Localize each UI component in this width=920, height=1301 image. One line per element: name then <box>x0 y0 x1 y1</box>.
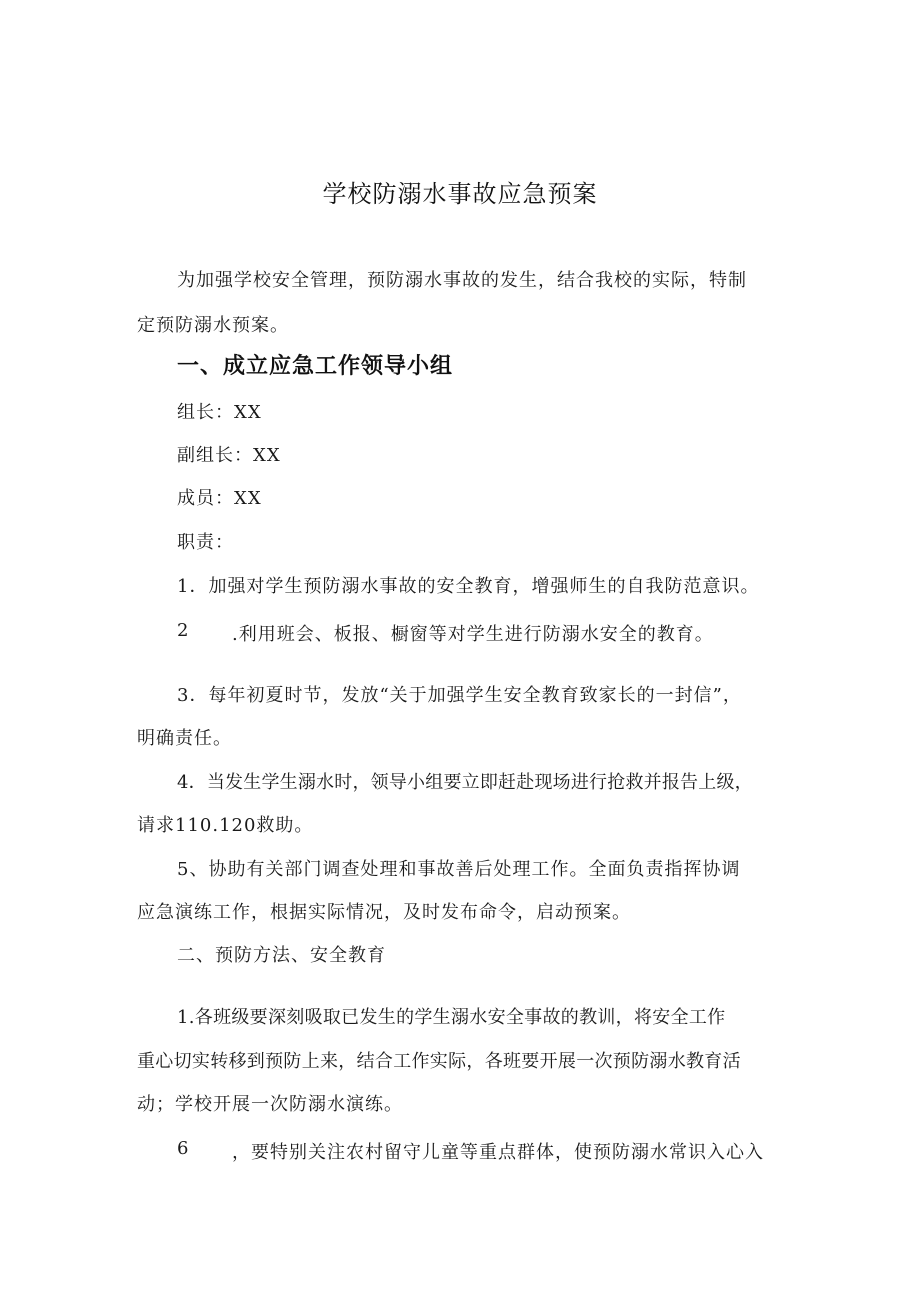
duty-2-text: .利用班会、板报、橱窗等对学生进行防溺水安全的教育。 <box>232 624 714 645</box>
duty-5-line-1: 5、协助有关部门调查处理和事故善后处理工作。全面负责指挥协调 <box>177 859 741 880</box>
duty-4-line-1: 4．当发生学生溺水时，领导小组要立即赶赴现场进行抢救并报告上级， <box>177 772 753 793</box>
duties-label: 职责： <box>177 532 234 553</box>
intro-line-2: 定预防溺水预案。 <box>137 315 289 336</box>
duty-1: 1．加强对学生预防溺水事故的安全教育，增强师生的自我防范意识。 <box>177 576 760 597</box>
prevention-6-number: 6 <box>177 1138 189 1159</box>
duty-2-number: 2 <box>177 620 189 641</box>
deputy-line: 副组长：XX <box>177 445 281 466</box>
prevention-1-line-2: 重心切实转移到预防上来，结合工作实际，各班要开展一次预防溺水教育活 <box>137 1051 741 1072</box>
duty-4-line-2: 请求110.120救助。 <box>137 815 314 836</box>
prevention-1-line-1: 1.各班级要深刻吸取已发生的学生溺水安全事故的教训，将安全工作 <box>177 1007 726 1028</box>
section2-heading: 二、预防方法、安全教育 <box>177 945 386 966</box>
duty-5-line-2: 应急演练工作，根据实际情况，及时发布命令，启动预案。 <box>137 902 631 923</box>
intro-line-1: 为加强学校安全管理，预防溺水事故的发生，结合我校的实际，特制 <box>177 270 747 291</box>
document-title: 学校防溺水事故应急预案 <box>322 180 598 208</box>
duty-3-line-1: 3．每年初夏时节，发放“关于加强学生安全教育致家长的一封信”， <box>177 685 742 706</box>
duty-3-line-2: 明确责任。 <box>137 728 232 749</box>
members-line: 成员：XX <box>177 488 262 509</box>
leader-line: 组长：XX <box>177 402 262 423</box>
prevention-6-text: ，要特别关注农村留守儿童等重点群体，使预防溺水常识入心入 <box>232 1142 764 1163</box>
section1-heading: 一、成立应急工作领导小组 <box>177 354 454 379</box>
prevention-1-line-3: 动；学校开展一次防溺水演练。 <box>137 1094 403 1115</box>
